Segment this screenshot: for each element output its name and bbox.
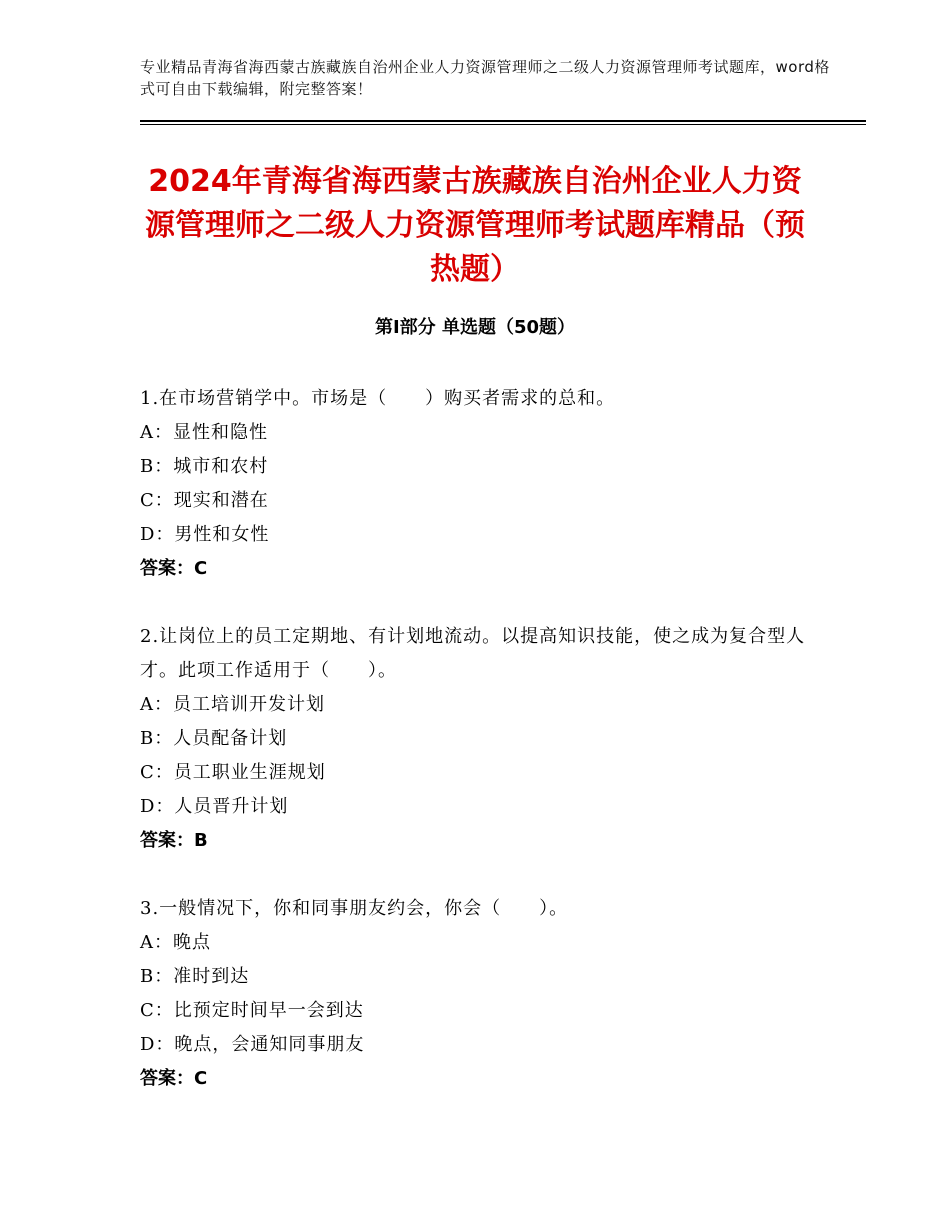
header-rule-thin xyxy=(140,124,866,125)
answer: 答案：C xyxy=(140,1068,208,1089)
option-a: A：员工培训开发计划 xyxy=(140,694,325,715)
option-d: D：男性和女性 xyxy=(140,524,270,545)
option-a: A：晚点 xyxy=(140,932,211,953)
document-title: 2024年青海省海西蒙古族藏族自治州企业人力资源管理师之二级人力资源管理师考试题库精品（预热题） xyxy=(145,164,805,287)
option-c: C：现实和潜在 xyxy=(140,490,269,511)
answer: 答案：B xyxy=(140,830,208,851)
header-rule-thick xyxy=(140,120,866,122)
option-b: B：人员配备计划 xyxy=(140,728,288,749)
question-2 xyxy=(140,620,820,858)
option-c: C：比预定时间早一会到达 xyxy=(140,1000,364,1021)
question-stem: 1.在市场营销学中。市场是（ ）购买者需求的总和。 xyxy=(140,388,616,409)
option-b: B：准时到达 xyxy=(140,966,250,987)
option-d: D：人员晋升计划 xyxy=(140,796,289,817)
answer: 答案：C xyxy=(140,558,208,579)
option-a: A：显性和隐性 xyxy=(140,422,268,443)
question-stem: 3.一般情况下，你和同事朋友约会，你会（ ）。 xyxy=(140,898,569,919)
question-3 xyxy=(140,892,820,1096)
option-d: D：晚点，会通知同事朋友 xyxy=(140,1034,365,1055)
section-title: 第Ⅰ部分 单选题（50题） xyxy=(374,317,575,338)
question-1 xyxy=(140,382,820,586)
option-c: C：员工职业生涯规划 xyxy=(140,762,326,783)
header-note: 专业精品青海省海西蒙古族藏族自治州企业人力资源管理师之二级人力资源管理师考试题库，word格式可自由下载编辑，附完整答案！ xyxy=(140,58,830,98)
question-stem: 2.让岗位上的员工定期地、有计划地流动。以提高知识技能，使之成为复合型人才。此项工作适用于（ ）。 xyxy=(140,626,806,681)
question-list xyxy=(140,382,820,1130)
option-b: B：城市和农村 xyxy=(140,456,269,477)
